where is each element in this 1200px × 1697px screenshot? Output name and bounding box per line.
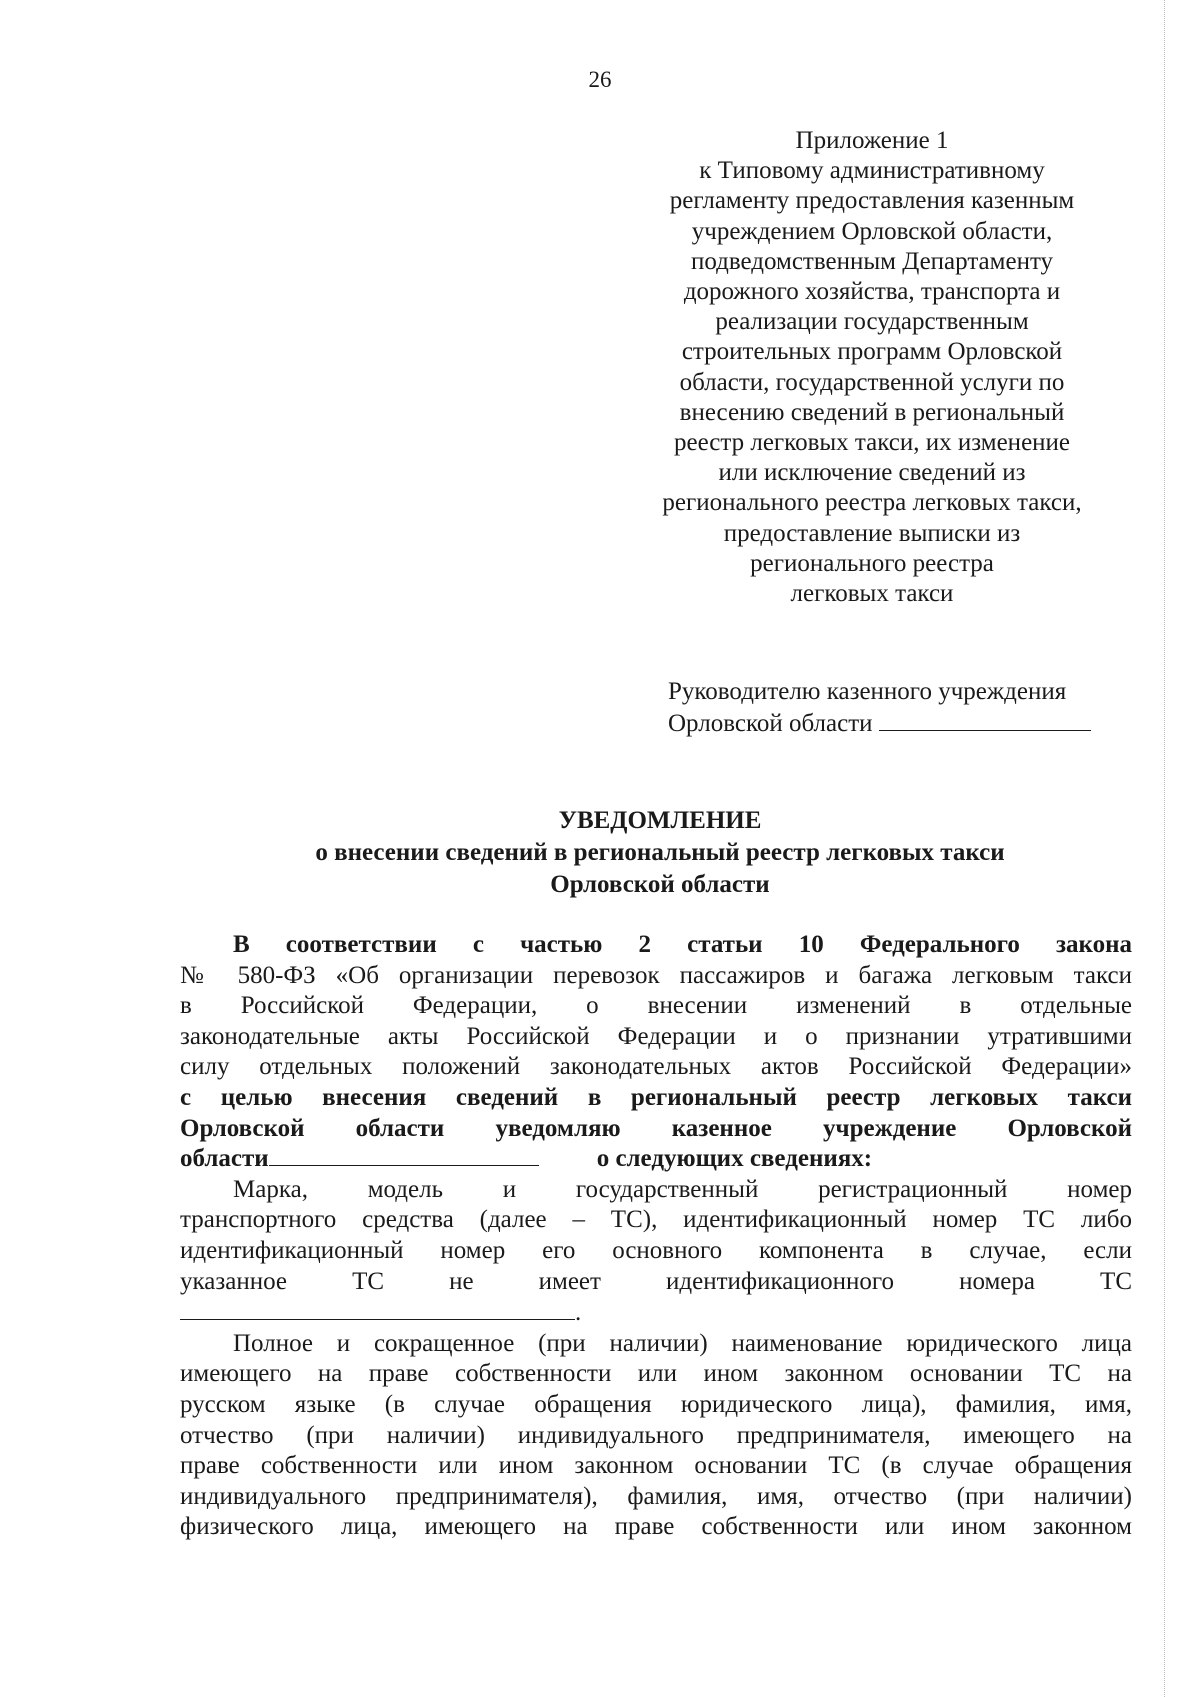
body-line: Полное и сокращенное (при наличии) наименование юридического лица: [233, 1329, 1132, 1357]
appendix-line: регионального реестра легковых такси,: [662, 489, 1082, 517]
vehicle-info-blank[interactable]: [180, 1297, 575, 1320]
appendix-line: подведомственным Департаменту: [690, 247, 1054, 275]
addressee-block: [668, 676, 1138, 740]
document-title: [180, 805, 1140, 901]
title-subtitle: Орловской области: [550, 871, 770, 898]
appendix-line: строительных программ Орловской: [681, 338, 1063, 366]
appendix-line: или исключение сведений из: [718, 459, 1026, 487]
appendix-header: [632, 126, 1112, 609]
title-main: УВЕДОМЛЕНИЕ: [558, 807, 762, 834]
body-line: транспортного средства (далее – ТС), идентификационный номер ТС либо: [180, 1206, 1132, 1234]
body-line: Марка, модель и государственный регистрационный номер: [233, 1175, 1132, 1203]
institution-blank[interactable]: [269, 1145, 539, 1166]
page-number: 26: [588, 67, 612, 92]
appendix-line: предоставление выписки из: [723, 519, 1021, 547]
body-line: русском языке (в случае обращения юридического лица), фамилия, имя,: [180, 1390, 1132, 1418]
body-text: области: [180, 1145, 269, 1173]
appendix-line: реализации государственным: [715, 308, 1029, 336]
body-line: Орловской области уведомляю казенное учреждение Орловской: [180, 1114, 1132, 1142]
appendix-line: реестр легковых такси, их изменение: [673, 429, 1071, 457]
body-line: праве собственности или ином законном основании ТС (в случае обращения: [180, 1452, 1132, 1480]
body-line: индивидуального предпринимателя), фамилия, имя, отчество (при наличии): [180, 1482, 1132, 1510]
body-line: с целью внесения сведений в региональный реестр легковых такси: [180, 1083, 1132, 1111]
institution-name-blank[interactable]: [879, 710, 1091, 731]
appendix-line: регламенту предоставления казенным: [669, 187, 1075, 215]
body-text: .: [575, 1299, 582, 1327]
document-body: [180, 930, 1132, 1543]
body-line: имеющего на праве собственности или ином законном основании ТС на: [180, 1360, 1132, 1388]
body-line: № 580-ФЗ «Об организации перевозок пассажиров и багажа легковым такси: [180, 961, 1132, 989]
body-line: отчество (при наличии) индивидуального предпринимателя, имеющего на: [180, 1421, 1132, 1449]
body-line: физического лица, имеющего на праве собственности или ином законном: [180, 1513, 1132, 1541]
appendix-line: Приложение 1: [795, 127, 949, 154]
body-line: В соответствии с частью 2 статьи 10 Федерального закона: [233, 931, 1132, 958]
appendix-line: легковых такси: [790, 580, 954, 608]
addressee-line: Руководителю казенного учреждения: [668, 678, 1067, 705]
body-text: о следующих сведениях:: [596, 1145, 873, 1173]
body-line: в Российской Федерации, о внесении изменений в отдельные: [180, 992, 1132, 1020]
appendix-line: дорожного хозяйства, транспорта и: [683, 278, 1061, 306]
body-line: идентификационный номер его основного компонента в случае, если: [180, 1236, 1132, 1264]
body-line: [180, 1297, 1132, 1329]
title-subtitle: о внесении сведений в региональный реестр легковых такси: [315, 839, 1005, 866]
body-line: силу отдельных положений законодательных актов Российской Федерации»: [180, 1053, 1132, 1081]
addressee-line: [668, 708, 1138, 740]
body-line: указанное ТС не имеет идентификационного номера ТС: [180, 1267, 1132, 1295]
appendix-line: к Типовому административному: [699, 157, 1045, 185]
body-line: законодательные акты Российской Федерации и о признании утратившими: [180, 1022, 1132, 1050]
appendix-line: регионального реестра: [750, 549, 994, 577]
scan-edge-line: [1164, 0, 1165, 1697]
appendix-line: внесению сведений в региональный: [679, 398, 1065, 426]
addressee-region: Орловской области: [668, 710, 873, 737]
appendix-line: учреждением Орловской области,: [691, 217, 1053, 245]
body-line: [180, 1144, 1132, 1175]
appendix-line: области, государственной услуги по: [679, 368, 1065, 396]
